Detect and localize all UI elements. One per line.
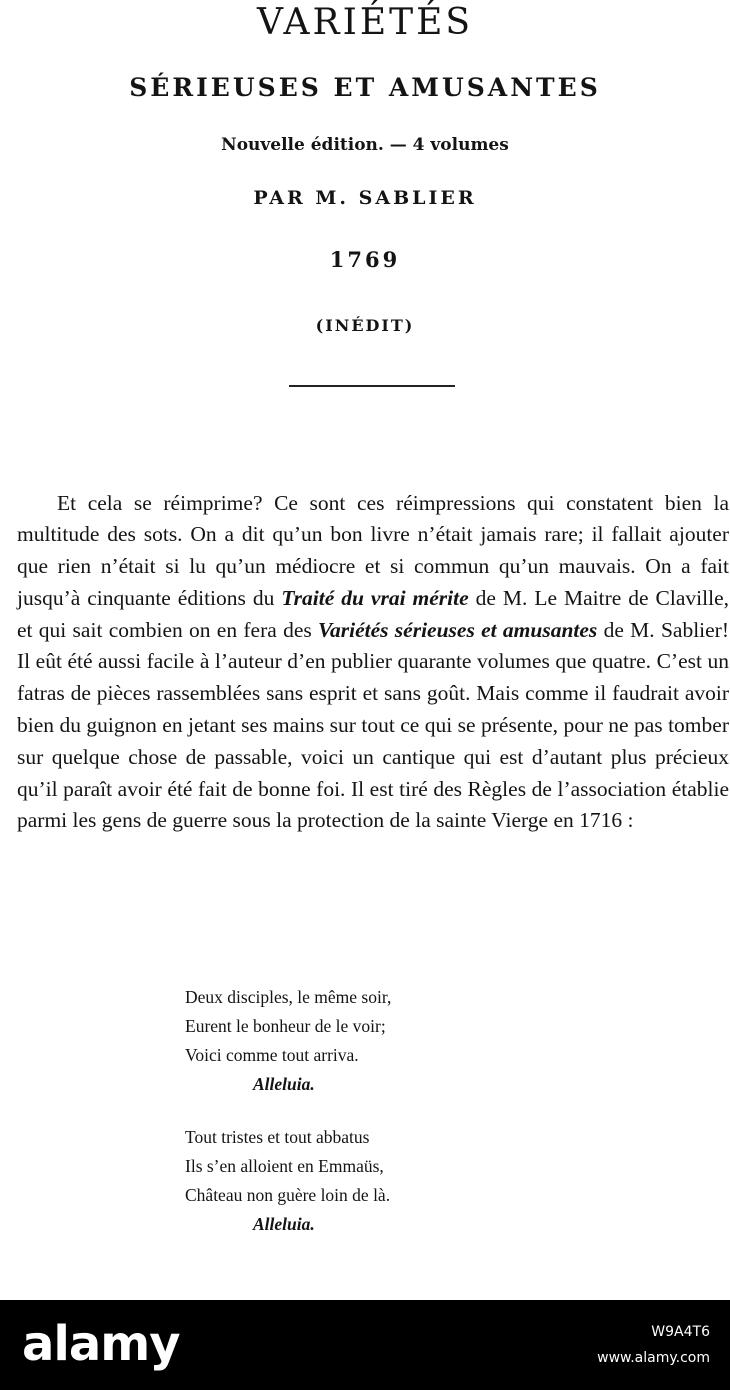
section-divider xyxy=(289,385,455,387)
poem-line: Deux disciples, le même soir, xyxy=(185,987,392,1007)
poem-line: Tout tristes et tout abbatus xyxy=(185,1127,370,1147)
body-text-segment: de M. Sablier! Il eût été aussi facile à l’auteur d’en publier quarante volumes que quatre. C’est un fatras de pièces rassemblées sans esprit et sans goût. Mais comme il faudrait avoir bien du guignon en jetant ses mains sur tout ce qui se présente, pour ne pas tomber sur quelque chose de passable, voici un cantique qui est d’autant plus précieux qu’il paraît avoir été fait de bonne foi. Il est tiré des Règles de l’association établie parmi les gens de guerre sous la protection de la sainte Vierge en 1716 : xyxy=(17,617,729,833)
italic-book-title: Variétés sérieuses et amusantes xyxy=(318,617,598,642)
body-text-segment: de M. Le Maitre de Claville, et qui sait combien on en fera des xyxy=(17,585,730,642)
italic-book-title: Traité du vrai mérite xyxy=(281,585,469,610)
page-title: VARIÉTÉS xyxy=(256,2,474,43)
status-line: (INÉDIT) xyxy=(315,316,415,335)
poem-stanza xyxy=(185,983,391,1099)
body-paragraph xyxy=(17,488,729,838)
poem-refrain: Alleluia. xyxy=(253,1214,315,1234)
author-line: PAR M. SABLIER xyxy=(253,187,477,209)
watermark-banner xyxy=(0,1300,730,1390)
poem-stanza xyxy=(185,1123,390,1239)
alamy-logo: alamy xyxy=(22,1316,180,1372)
poem-line: Eurent le bonheur de le voir; xyxy=(185,1016,386,1036)
body-text-segment: Et cela se réimprime? Ce sont ces réimpressions qui constatent bien la multitude des sots. On a dit qu’un bon livre n’était jamais rare; il fallait ajouter que rien n’était si lu qu’un médiocre et si commun qu’un mauvais. On a fait jusqu’à cinquante éditions du xyxy=(17,490,729,610)
edition-line: Nouvelle édition. — 4 volumes xyxy=(221,135,509,155)
page-subtitle: SÉRIEUSES ET AMUSANTES xyxy=(129,73,601,102)
site-url: www.alamy.com xyxy=(597,1350,710,1366)
poem-line: Voici comme tout arriva. xyxy=(185,1045,359,1065)
poem-line: Ils s’en alloient en Emmaüs, xyxy=(185,1156,384,1176)
poem-refrain: Alleluia. xyxy=(253,1074,315,1094)
image-id: W9A4T6 xyxy=(651,1324,710,1340)
year-line: 1769 xyxy=(329,247,401,272)
poem-line: Château non guère loin de là. xyxy=(185,1185,391,1205)
